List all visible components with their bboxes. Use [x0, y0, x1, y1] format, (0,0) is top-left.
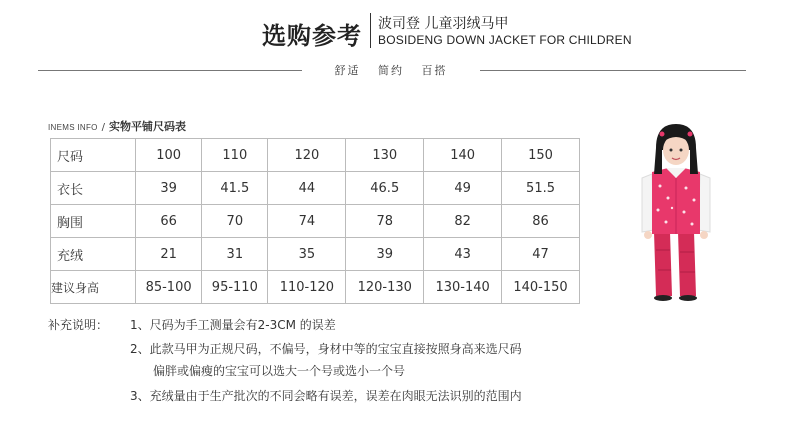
table-row — [51, 139, 580, 172]
table-cell: 44 — [268, 172, 346, 205]
table-cell: 39 — [136, 172, 202, 205]
table-cell: 70 — [202, 205, 268, 238]
table-cell: 120-130 — [346, 271, 424, 304]
row-header: 胸围 — [51, 205, 136, 238]
table-cell: 46.5 — [346, 172, 424, 205]
note-item: 偏胖或偏瘦的宝宝可以选大一个号或选小一个号 — [153, 364, 406, 378]
size-table — [50, 138, 580, 304]
table-cell: 51.5 — [502, 172, 580, 205]
subtitle-english: BOSIDENG DOWN JACKET FOR CHILDREN — [378, 33, 632, 47]
table-cell: 35 — [268, 238, 346, 271]
title-divider — [370, 13, 371, 48]
table-cell: 47 — [502, 238, 580, 271]
note-item: 2、此款马甲为正规尺码，不偏号，身材中等的宝宝直接按照身高来选尺码 — [130, 342, 522, 356]
tagline-word: 简约 — [378, 64, 404, 77]
table-cell: 85-100 — [136, 271, 202, 304]
info-label-en: INEMS INFO — [48, 123, 98, 132]
table-row — [51, 271, 580, 304]
table-cell: 82 — [424, 205, 502, 238]
table-cell: 49 — [424, 172, 502, 205]
info-label-slash: / — [101, 122, 106, 133]
row-header: 充绒 — [51, 238, 136, 271]
table-row — [51, 205, 580, 238]
table-cell: 43 — [424, 238, 502, 271]
table-row — [51, 238, 580, 271]
subtitle-chinese: 波司登 儿童羽绒马甲 — [378, 16, 509, 32]
table-cell: 31 — [202, 238, 268, 271]
row-header: 尺码 — [51, 139, 136, 172]
info-label-cn: 实物平铺尺码表 — [109, 120, 187, 133]
table-cell: 100 — [136, 139, 202, 172]
table-cell: 120 — [268, 139, 346, 172]
row-header: 衣长 — [51, 172, 136, 205]
note-item: 1、尺码为手工测量会有2-3CM 的误差 — [130, 318, 336, 332]
table-cell: 140-150 — [502, 271, 580, 304]
notes-label: 补充说明： — [48, 318, 109, 332]
table-cell: 110 — [202, 139, 268, 172]
divider-right — [480, 70, 746, 71]
table-cell: 86 — [502, 205, 580, 238]
table-cell: 150 — [502, 139, 580, 172]
table-cell: 110-120 — [268, 271, 346, 304]
divider-left — [38, 70, 302, 71]
note-item: 3、充绒量由于生产批次的不同会略有误差，误差在肉眼无法识别的范围内 — [130, 389, 522, 403]
table-cell: 66 — [136, 205, 202, 238]
table-cell: 39 — [346, 238, 424, 271]
size-chart-label — [48, 118, 186, 134]
table-cell: 21 — [136, 238, 202, 271]
page-title: 选购参考 — [262, 22, 362, 50]
table-cell: 130-140 — [424, 271, 502, 304]
table-row — [51, 172, 580, 205]
row-header: 建议身高 — [51, 271, 136, 304]
table-cell: 130 — [346, 139, 424, 172]
table-cell: 95-110 — [202, 271, 268, 304]
tagline-word: 舒适 — [334, 64, 361, 77]
table-cell: 41.5 — [202, 172, 268, 205]
tagline — [306, 62, 476, 78]
table-cell: 74 — [268, 205, 346, 238]
product-photo — [620, 120, 732, 302]
table-cell: 140 — [424, 139, 502, 172]
tagline-word: 百搭 — [421, 64, 448, 77]
table-cell: 78 — [346, 205, 424, 238]
